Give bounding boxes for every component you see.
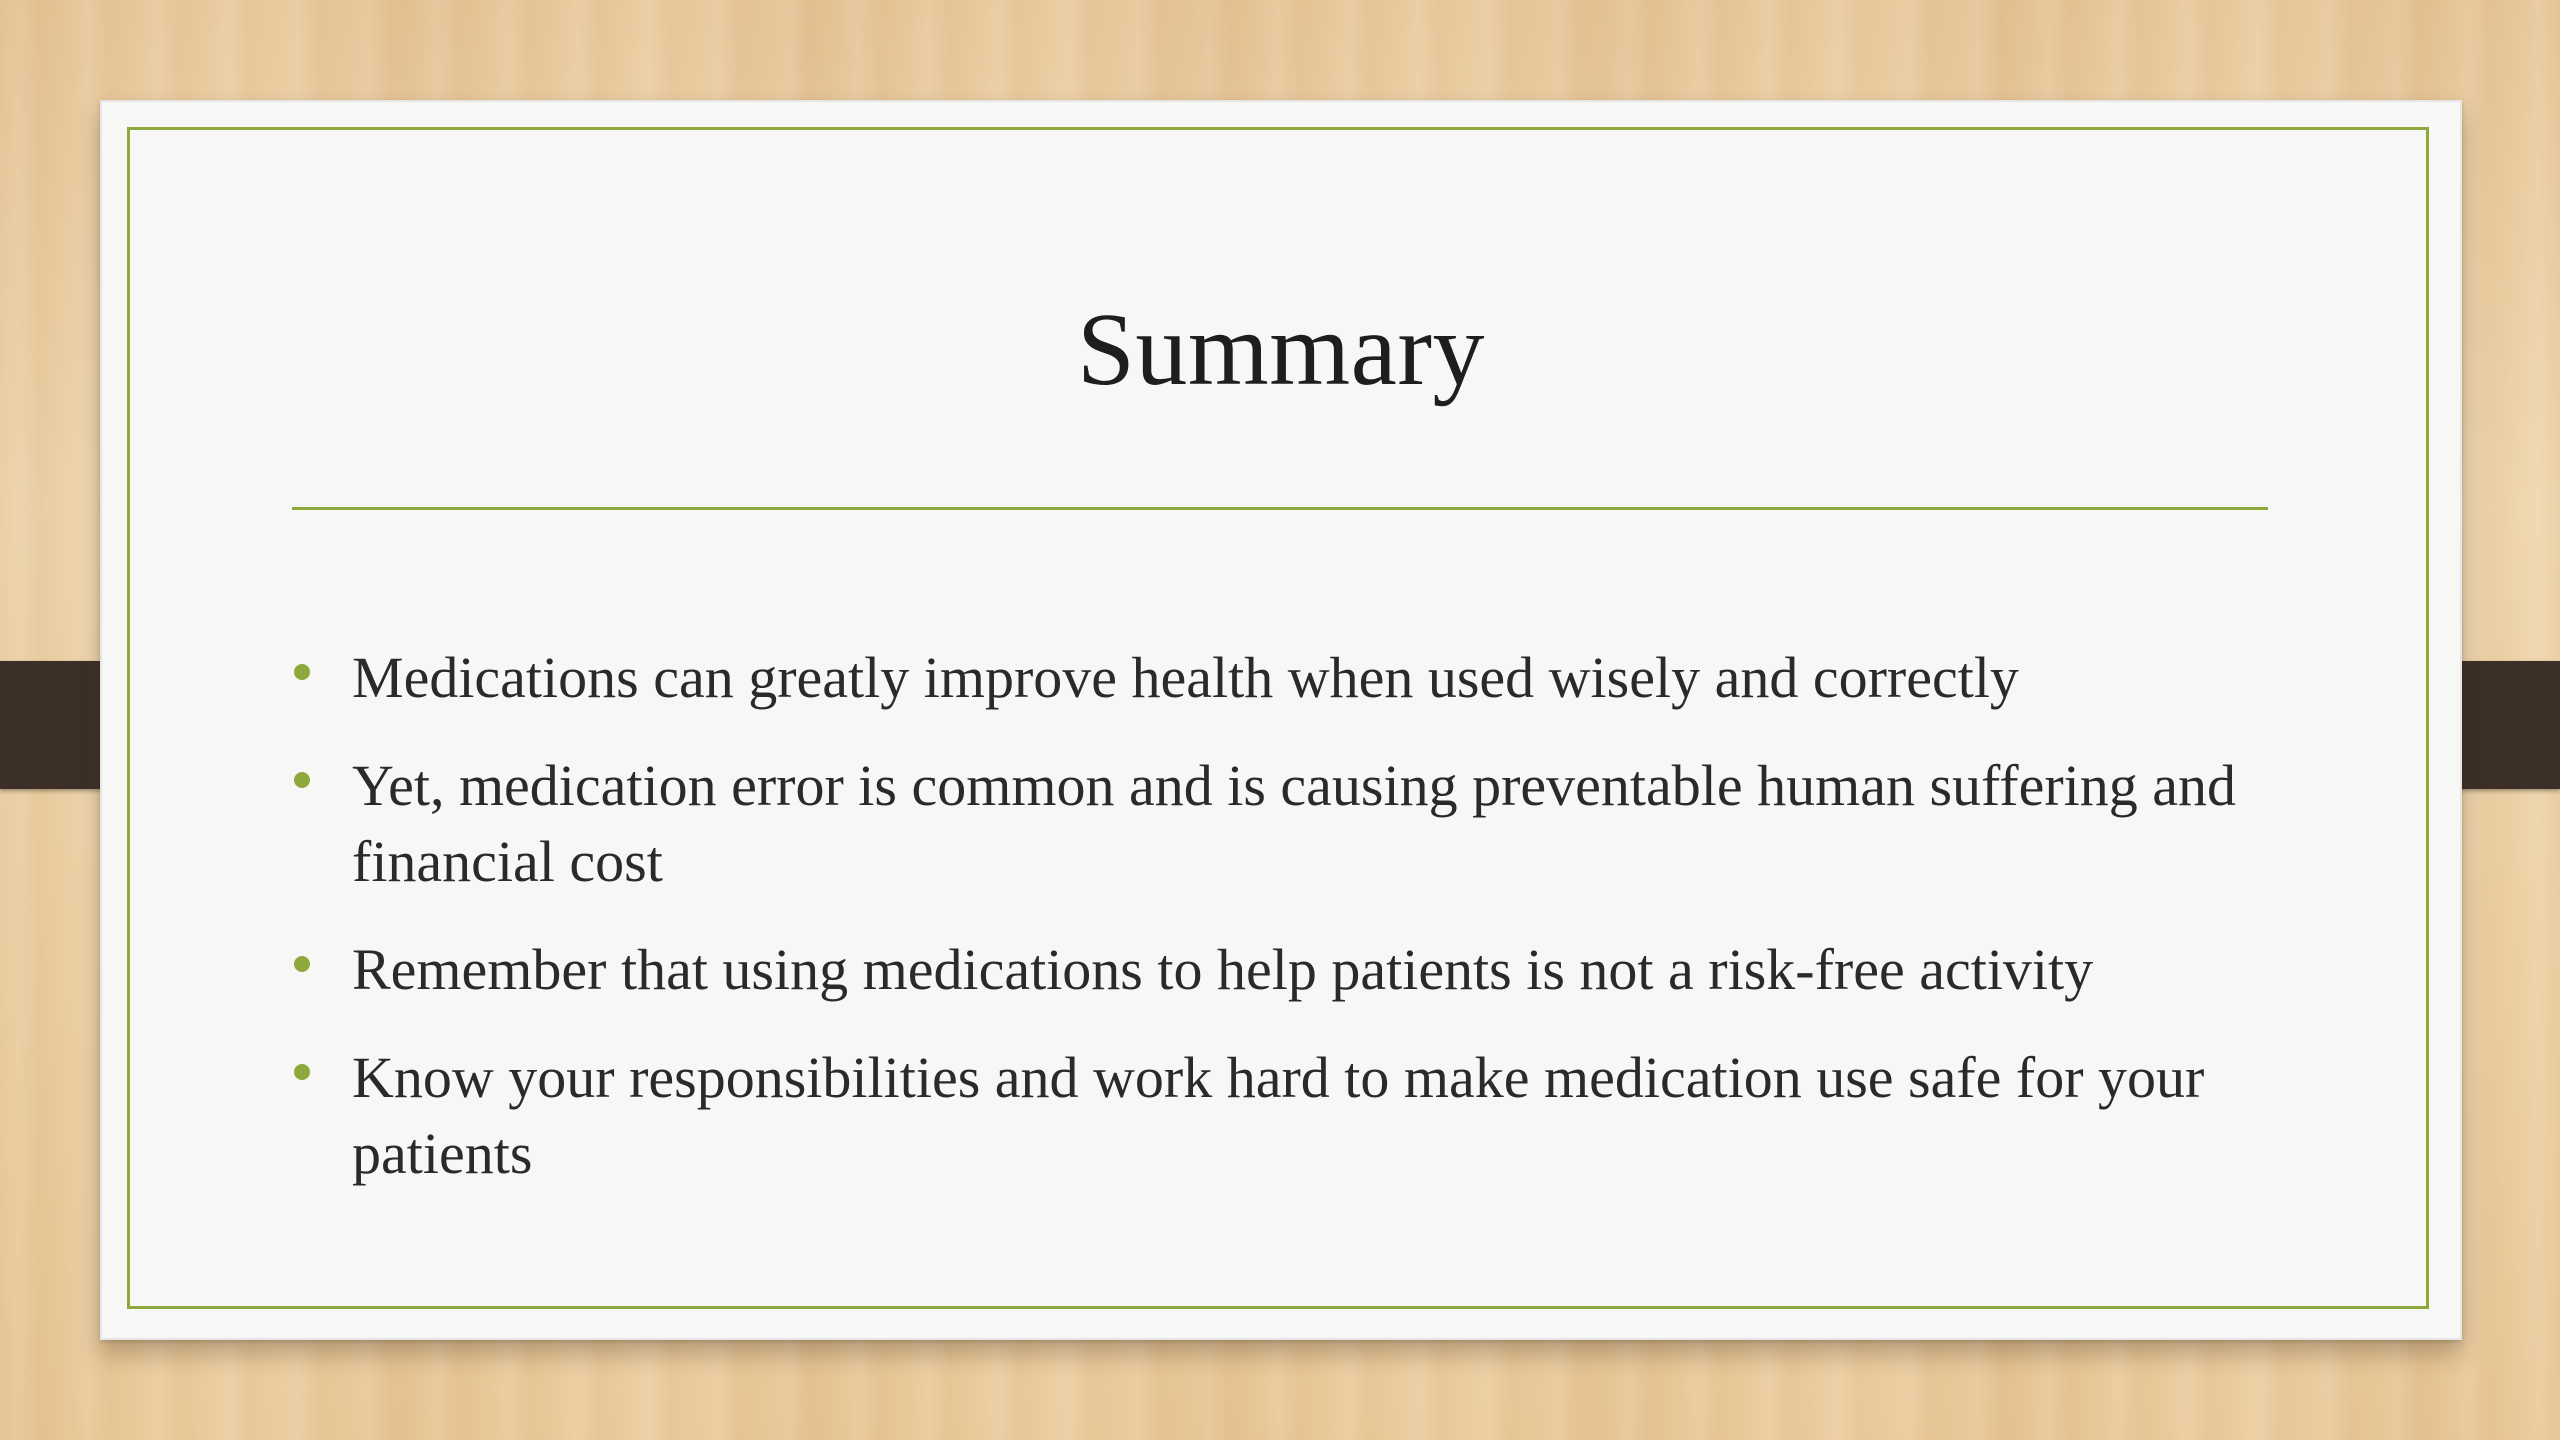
bullet-dot-icon (294, 772, 310, 788)
title-divider (292, 507, 2268, 510)
bullet-text: Know your responsibilities and work hard to make medication use safe for your patients (352, 1045, 2205, 1186)
bullet-list (292, 640, 2302, 1224)
bullet-text: Remember that using medications to help patients is not a risk-free activity (352, 937, 2094, 1002)
bullet-dot-icon (294, 664, 310, 680)
bullet-item (292, 640, 2302, 716)
bullet-dot-icon (294, 956, 310, 972)
bullet-item (292, 1040, 2302, 1192)
bullet-text: Medications can greatly improve health when used wisely and correctly (352, 645, 2019, 710)
bullet-dot-icon (294, 1064, 310, 1080)
slide-title: Summary (1077, 292, 1485, 407)
slide-card (100, 100, 2462, 1340)
bullet-item (292, 748, 2302, 900)
bullet-text: Yet, medication error is common and is causing preventable human suffering and financial cost (352, 753, 2237, 894)
bullet-item (292, 932, 2302, 1008)
